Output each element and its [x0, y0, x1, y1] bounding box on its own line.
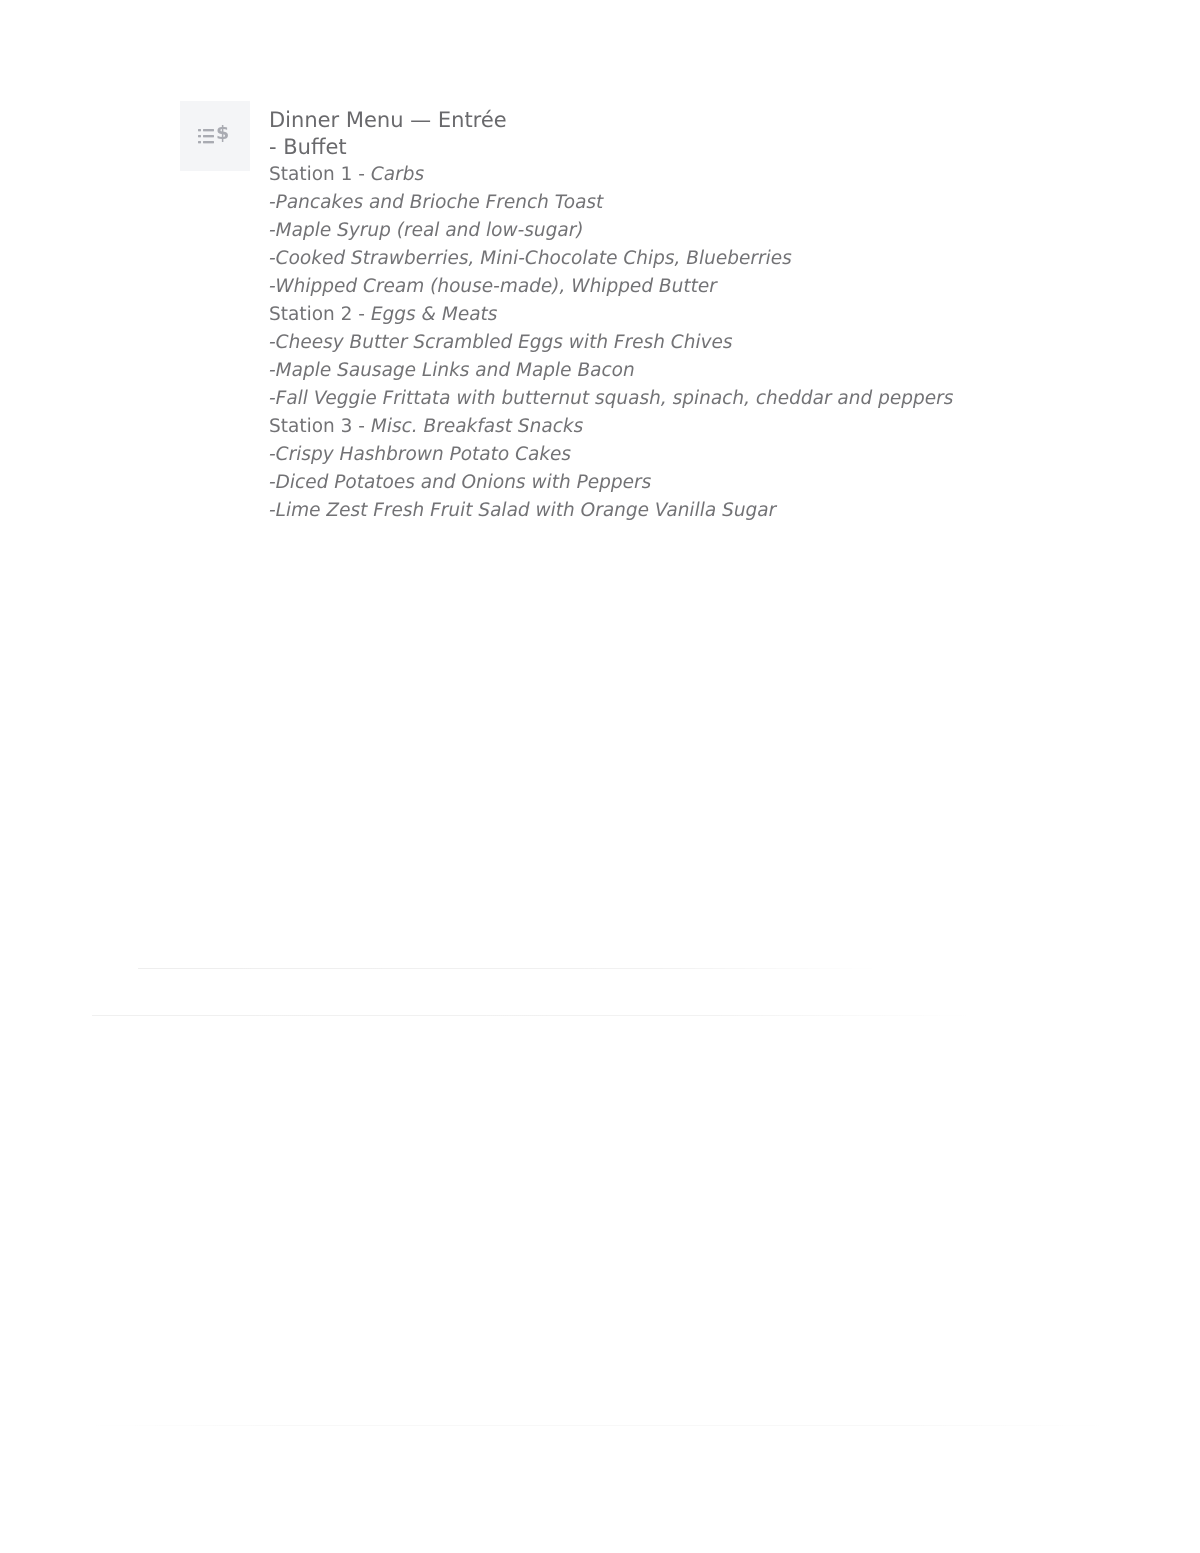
menu-item: -Maple Sausage Links and Maple Bacon [269, 360, 635, 381]
divider [92, 1015, 972, 1016]
menu-item: -Lime Zest Fresh Fruit Salad with Orange Vanilla Sugar [269, 500, 777, 521]
station-label: Station 1 - [269, 164, 371, 185]
svg-text:$: $ [216, 123, 230, 144]
station-name: Eggs & Meats [370, 304, 498, 325]
menu-subtitle: - Buffet [269, 135, 347, 159]
divider [88, 1425, 1108, 1426]
menu-item: -Pancakes and Brioche French Toast [269, 192, 604, 213]
menu-item: -Cooked Strawberries, Mini-Chocolate Chips, Blueberries [269, 248, 792, 269]
divider [138, 968, 878, 969]
station-label: Station 3 - [269, 416, 371, 437]
list-dollar-icon [198, 123, 232, 149]
menu-item: -Crispy Hashbrown Potato Cakes [269, 444, 572, 465]
station-label: Station 2 - [269, 304, 371, 325]
station-name: Misc. Breakfast Snacks [370, 416, 584, 437]
menu-item: -Cheesy Butter Scrambled Eggs with Fresh Chives [269, 332, 733, 353]
station-name: Carbs [370, 164, 425, 185]
menu-title: Dinner Menu — Entrée [269, 108, 507, 132]
menu-content [269, 107, 1069, 525]
station-heading [269, 301, 1069, 329]
menu-item: -Maple Syrup (real and low-sugar) [269, 220, 584, 241]
station-heading [269, 413, 1069, 441]
menu-item: -Diced Potatoes and Onions with Peppers [269, 472, 652, 493]
menu-price-icon [180, 101, 250, 171]
menu-item: -Whipped Cream (house-made), Whipped Butter [269, 276, 717, 297]
station-heading [269, 161, 1069, 189]
menu-item: -Fall Veggie Frittata with butternut squash, spinach, cheddar and peppers [269, 388, 954, 409]
